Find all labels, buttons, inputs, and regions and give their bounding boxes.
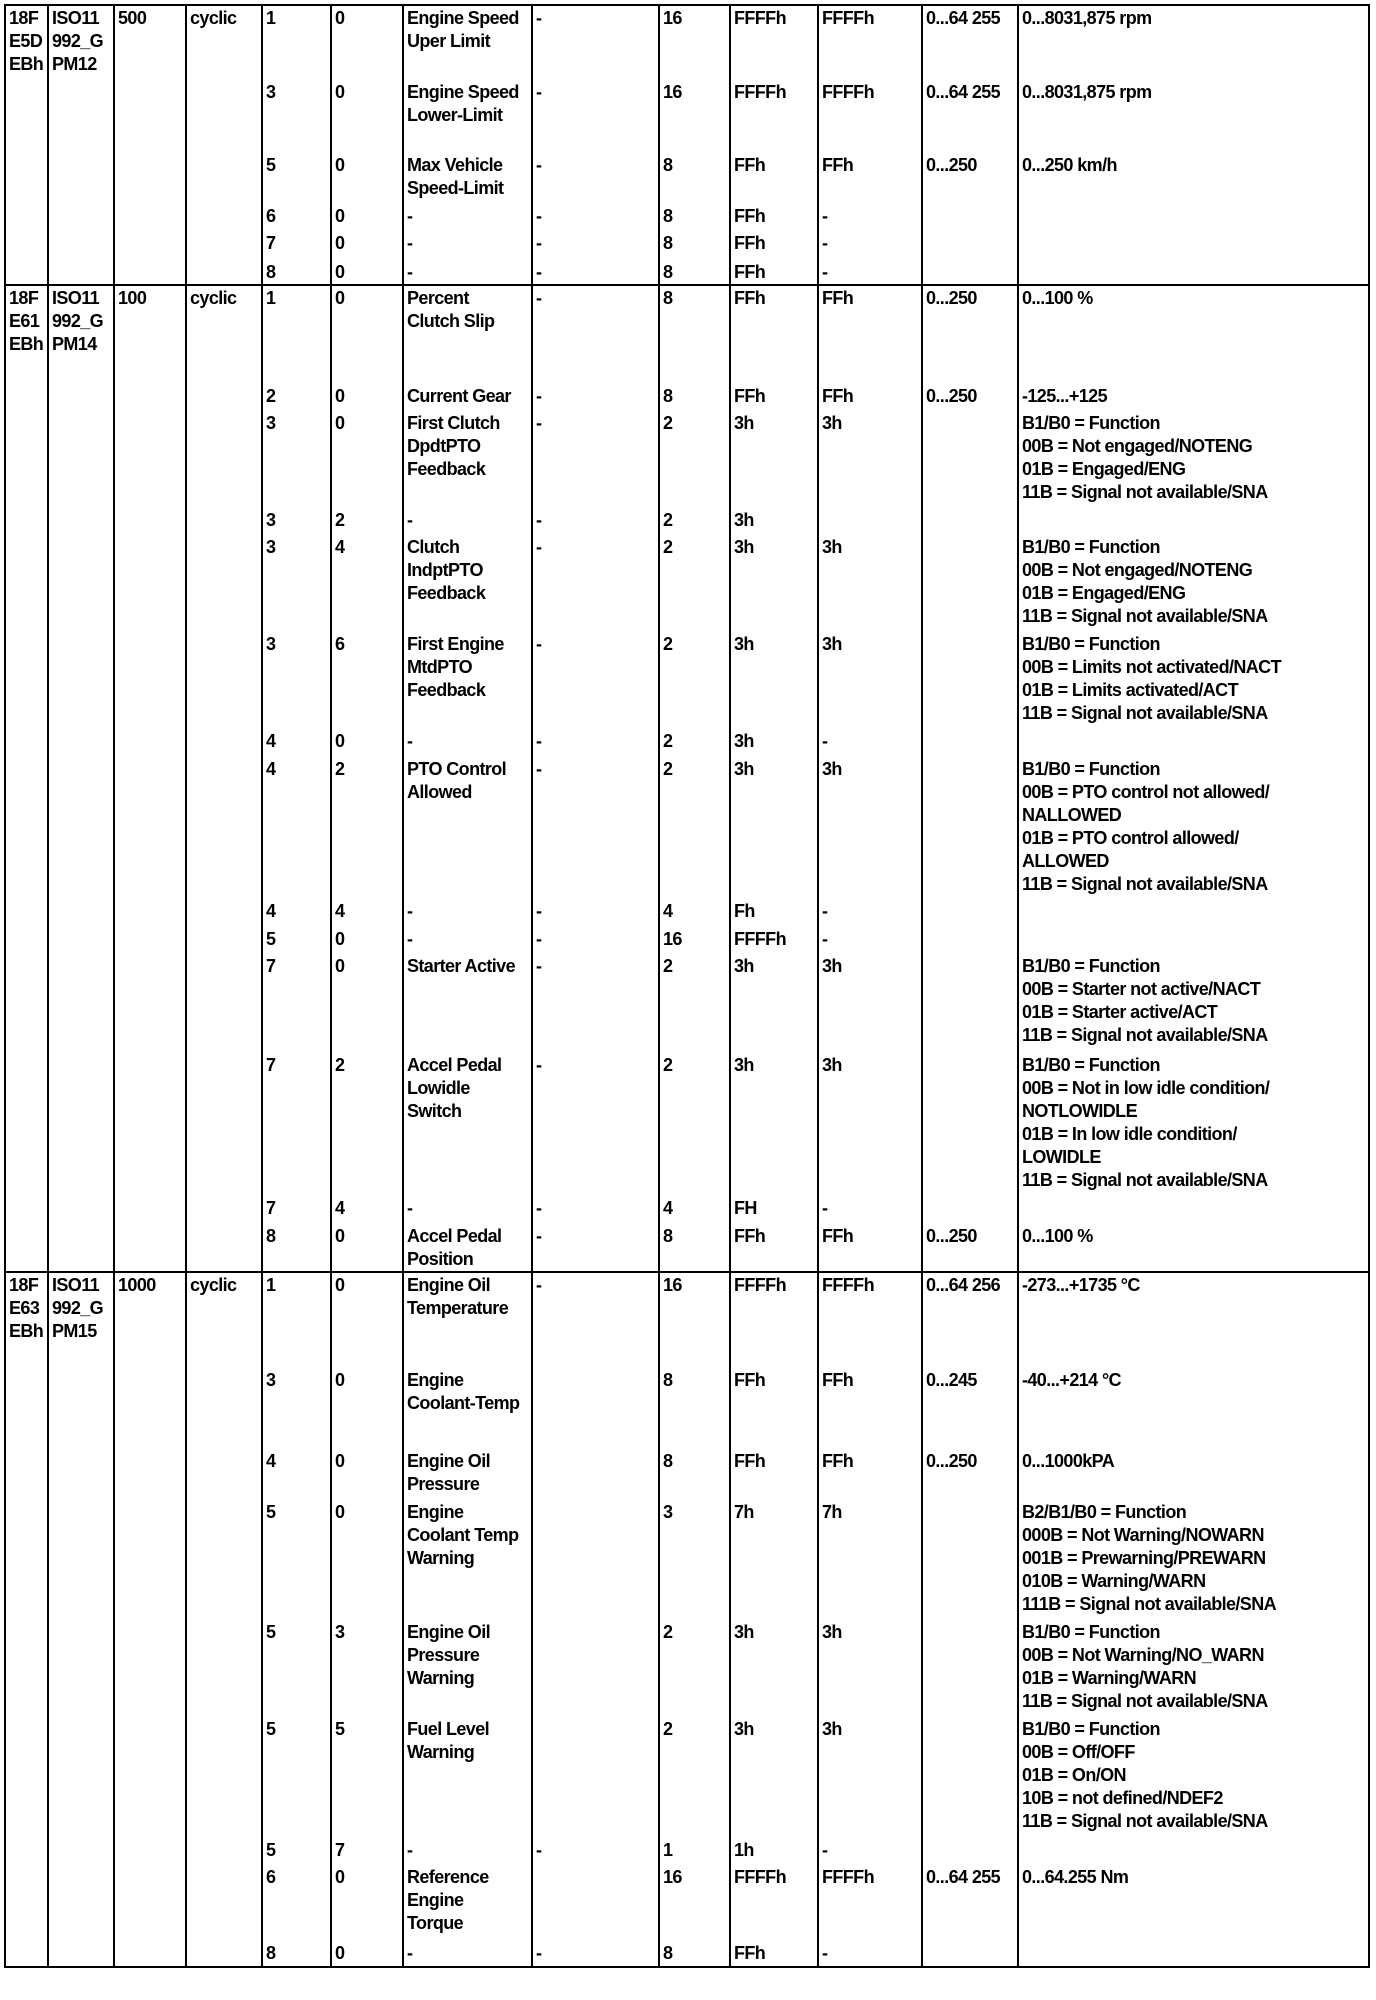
signal-length-cell: 8 xyxy=(659,285,730,384)
init-value-cell: 1h xyxy=(730,1838,818,1865)
raw-range-cell: 0...245 xyxy=(922,1368,1018,1449)
start-byte-cell: 5 xyxy=(262,1500,331,1620)
raw-range-cell xyxy=(922,899,1018,927)
raw-range-cell xyxy=(922,1620,1018,1717)
physical-range-cell: 0...1000kPA xyxy=(1018,1449,1369,1500)
signal-unit-cell: - xyxy=(532,260,659,285)
physical-range-cell: B1/B0 = Function 00B = Not Warning/NO_WARN 01B = Warning/WARN 11B = Signal not available/SNA xyxy=(1018,1620,1369,1717)
physical-range-cell: B1/B0 = Function 00B = Starter not active/NACT 01B = Starter active/ACT 11B = Signal not available/SNA xyxy=(1018,954,1369,1053)
start-bit-cell: 0 xyxy=(331,1368,403,1449)
start-bit-cell: 4 xyxy=(331,535,403,632)
raw-range-cell: 0...64 255 xyxy=(922,1865,1018,1941)
raw-range-cell xyxy=(922,231,1018,260)
cycle-time-cell: 500 xyxy=(114,5,186,285)
physical-range-cell: B1/B0 = Function 00B = Not in low idle condition/ NOTLOWIDLE 01B = In low idle condition/ LOWIDLE 11B = Signal not available/SNA xyxy=(1018,1053,1369,1196)
start-byte-cell: 7 xyxy=(262,954,331,1053)
signal-unit-cell: - xyxy=(532,757,659,899)
signal-unit-cell: - xyxy=(532,1224,659,1272)
signal-length-cell: 2 xyxy=(659,1717,730,1838)
invalid-value-cell: FFh xyxy=(818,1224,922,1272)
physical-range-cell xyxy=(1018,927,1369,954)
invalid-value-cell: - xyxy=(818,260,922,285)
start-bit-cell: 0 xyxy=(331,1865,403,1941)
physical-range-cell: B1/B0 = Function 00B = Not engaged/NOTENG 01B = Engaged/ENG 11B = Signal not available/SNA xyxy=(1018,535,1369,632)
signal-name-cell: - xyxy=(403,729,532,757)
init-value-cell: FH xyxy=(730,1196,818,1224)
start-byte-cell: 3 xyxy=(262,411,331,508)
signal-unit-cell xyxy=(532,1865,659,1941)
invalid-value-cell: 3h xyxy=(818,954,922,1053)
raw-range-cell: 0...250 xyxy=(922,285,1018,384)
signal-unit-cell: - xyxy=(532,5,659,80)
physical-range-cell: -40...+214 °C xyxy=(1018,1368,1369,1449)
signal-unit-cell: - xyxy=(532,927,659,954)
signal-unit-cell: - xyxy=(532,1838,659,1865)
signal-unit-cell xyxy=(532,1500,659,1620)
signal-length-cell: 8 xyxy=(659,153,730,204)
signal-length-cell: 16 xyxy=(659,5,730,80)
raw-range-cell xyxy=(922,508,1018,535)
signal-length-cell: 16 xyxy=(659,1272,730,1368)
signal-length-cell: 4 xyxy=(659,899,730,927)
init-value-cell: 3h xyxy=(730,535,818,632)
signal-unit-cell: - xyxy=(532,384,659,411)
signal-length-cell: 2 xyxy=(659,1620,730,1717)
start-byte-cell: 8 xyxy=(262,1224,331,1272)
start-byte-cell: 7 xyxy=(262,1053,331,1196)
can-signal-table xyxy=(4,4,1370,1968)
start-byte-cell: 8 xyxy=(262,260,331,285)
physical-range-cell xyxy=(1018,204,1369,231)
start-bit-cell: 0 xyxy=(331,927,403,954)
signal-name-cell: Current Gear xyxy=(403,384,532,411)
invalid-value-cell: FFFFh xyxy=(818,1865,922,1941)
physical-range-cell: B1/B0 = Function 00B = PTO control not allowed/ NALLOWED 01B = PTO control allowed/ ALLOWED 11B = Signal not available/SNA xyxy=(1018,757,1369,899)
physical-range-cell: 0...100 % xyxy=(1018,1224,1369,1272)
physical-range-cell: 0...64.255 Nm xyxy=(1018,1865,1369,1941)
signal-name-cell: - xyxy=(403,927,532,954)
invalid-value-cell: - xyxy=(818,1838,922,1865)
invalid-value-cell: FFh xyxy=(818,285,922,384)
start-byte-cell: 3 xyxy=(262,1368,331,1449)
signal-name-cell: - xyxy=(403,231,532,260)
signal-unit-cell: - xyxy=(532,153,659,204)
start-bit-cell: 4 xyxy=(331,899,403,927)
signal-name-cell: Accel Pedal Lowidle Switch xyxy=(403,1053,532,1196)
signal-length-cell: 2 xyxy=(659,632,730,729)
init-value-cell: FFh xyxy=(730,1368,818,1449)
signal-name-cell: - xyxy=(403,1196,532,1224)
signal-length-cell: 8 xyxy=(659,204,730,231)
start-bit-cell: 4 xyxy=(331,1196,403,1224)
signal-length-cell: 2 xyxy=(659,954,730,1053)
signal-length-cell: 3 xyxy=(659,1500,730,1620)
start-bit-cell: 0 xyxy=(331,1272,403,1368)
start-byte-cell: 3 xyxy=(262,80,331,153)
signal-length-cell: 2 xyxy=(659,729,730,757)
signal-row xyxy=(5,5,1369,80)
physical-range-cell xyxy=(1018,1196,1369,1224)
signal-unit-cell: - xyxy=(532,80,659,153)
init-value-cell: 7h xyxy=(730,1500,818,1620)
raw-range-cell xyxy=(922,411,1018,508)
signal-length-cell: 8 xyxy=(659,1368,730,1449)
start-bit-cell: 5 xyxy=(331,1717,403,1838)
start-byte-cell: 5 xyxy=(262,927,331,954)
start-byte-cell: 4 xyxy=(262,757,331,899)
signal-name-cell: - xyxy=(403,1941,532,1967)
physical-range-cell: B1/B0 = Function 00B = Not engaged/NOTENG 01B = Engaged/ENG 11B = Signal not available/SNA xyxy=(1018,411,1369,508)
raw-range-cell xyxy=(922,757,1018,899)
signal-unit-cell: - xyxy=(532,508,659,535)
signal-name-cell: - xyxy=(403,260,532,285)
start-byte-cell: 1 xyxy=(262,285,331,384)
transmission-type-cell: cyclic xyxy=(186,1272,262,1967)
raw-range-cell: 0...250 xyxy=(922,1224,1018,1272)
signal-unit-cell: - xyxy=(532,204,659,231)
init-value-cell: FFh xyxy=(730,1941,818,1967)
invalid-value-cell: 3h xyxy=(818,632,922,729)
physical-range-cell: -125...+125 xyxy=(1018,384,1369,411)
invalid-value-cell: 3h xyxy=(818,411,922,508)
message-id-cell: 18F E63 EBh xyxy=(5,1272,48,1967)
init-value-cell: FFh xyxy=(730,204,818,231)
invalid-value-cell: 3h xyxy=(818,757,922,899)
message-id-cell: 18F E61 EBh xyxy=(5,285,48,1272)
signal-name-cell: Percent Clutch Slip xyxy=(403,285,532,384)
signal-length-cell: 2 xyxy=(659,757,730,899)
raw-range-cell: 0...64 256 xyxy=(922,1272,1018,1368)
raw-range-cell xyxy=(922,1500,1018,1620)
signal-length-cell: 2 xyxy=(659,1053,730,1196)
signal-unit-cell xyxy=(532,1449,659,1500)
physical-range-cell: 0...250 km/h xyxy=(1018,153,1369,204)
start-byte-cell: 5 xyxy=(262,1620,331,1717)
start-bit-cell: 0 xyxy=(331,411,403,508)
signal-name-cell: Engine Coolant-Temp xyxy=(403,1368,532,1449)
physical-range-cell xyxy=(1018,260,1369,285)
signal-length-cell: 4 xyxy=(659,1196,730,1224)
physical-range-cell xyxy=(1018,1941,1369,1967)
start-bit-cell: 0 xyxy=(331,153,403,204)
start-bit-cell: 0 xyxy=(331,1941,403,1967)
init-value-cell: Fh xyxy=(730,899,818,927)
start-byte-cell: 3 xyxy=(262,508,331,535)
raw-range-cell: 0...250 xyxy=(922,153,1018,204)
signal-length-cell: 1 xyxy=(659,1838,730,1865)
init-value-cell: FFFFh xyxy=(730,1272,818,1368)
start-byte-cell: 8 xyxy=(262,1941,331,1967)
signal-name-cell: Fuel Level Warning xyxy=(403,1717,532,1838)
message-pgn-cell: ISO11 992_G PM14 xyxy=(48,285,114,1272)
init-value-cell: FFh xyxy=(730,1224,818,1272)
signal-length-cell: 16 xyxy=(659,927,730,954)
signal-unit-cell: - xyxy=(532,1196,659,1224)
start-byte-cell: 7 xyxy=(262,1196,331,1224)
start-bit-cell: 0 xyxy=(331,1449,403,1500)
raw-range-cell: 0...250 xyxy=(922,384,1018,411)
transmission-type-cell: cyclic xyxy=(186,5,262,285)
start-byte-cell: 1 xyxy=(262,5,331,80)
invalid-value-cell: - xyxy=(818,231,922,260)
signal-name-cell: First Clutch DpdtPTO Feedback xyxy=(403,411,532,508)
raw-range-cell xyxy=(922,1838,1018,1865)
signal-length-cell: 8 xyxy=(659,1449,730,1500)
invalid-value-cell: FFh xyxy=(818,384,922,411)
start-bit-cell: 0 xyxy=(331,285,403,384)
signal-name-cell: - xyxy=(403,1838,532,1865)
signal-unit-cell: - xyxy=(532,1053,659,1196)
start-bit-cell: 0 xyxy=(331,729,403,757)
init-value-cell: 3h xyxy=(730,757,818,899)
invalid-value-cell: 3h xyxy=(818,1053,922,1196)
transmission-type-cell: cyclic xyxy=(186,285,262,1272)
signal-length-cell: 2 xyxy=(659,508,730,535)
start-byte-cell: 3 xyxy=(262,632,331,729)
init-value-cell: FFh xyxy=(730,260,818,285)
signal-name-cell: PTO Control Allowed xyxy=(403,757,532,899)
signal-name-cell: Reference Engine Torque xyxy=(403,1865,532,1941)
start-bit-cell: 7 xyxy=(331,1838,403,1865)
signal-unit-cell: - xyxy=(532,231,659,260)
invalid-value-cell: FFFFh xyxy=(818,1272,922,1368)
start-byte-cell: 4 xyxy=(262,729,331,757)
init-value-cell: 3h xyxy=(730,411,818,508)
init-value-cell: FFh xyxy=(730,384,818,411)
message-pgn-cell: ISO11 992_G PM12 xyxy=(48,5,114,285)
raw-range-cell xyxy=(922,204,1018,231)
init-value-cell: 3h xyxy=(730,508,818,535)
start-byte-cell: 5 xyxy=(262,153,331,204)
invalid-value-cell: FFh xyxy=(818,1368,922,1449)
physical-range-cell xyxy=(1018,1838,1369,1865)
init-value-cell: FFh xyxy=(730,153,818,204)
signal-name-cell: Max Vehicle Speed-Limit xyxy=(403,153,532,204)
raw-range-cell: 0...64 255 xyxy=(922,5,1018,80)
init-value-cell: 3h xyxy=(730,1053,818,1196)
physical-range-cell: B2/B1/B0 = Function 000B = Not Warning/NOWARN 001B = Prewarning/PREWARN 010B = Warning/WARN 111B = Signal not available/SNA xyxy=(1018,1500,1369,1620)
start-bit-cell: 0 xyxy=(331,384,403,411)
invalid-value-cell: - xyxy=(818,1196,922,1224)
message-id-cell: 18F E5D EBh xyxy=(5,5,48,285)
raw-range-cell xyxy=(922,260,1018,285)
raw-range-cell xyxy=(922,632,1018,729)
start-bit-cell: 2 xyxy=(331,757,403,899)
invalid-value-cell: - xyxy=(818,204,922,231)
invalid-value-cell: - xyxy=(818,899,922,927)
start-byte-cell: 3 xyxy=(262,535,331,632)
raw-range-cell xyxy=(922,954,1018,1053)
signal-name-cell: Accel Pedal Position xyxy=(403,1224,532,1272)
signal-row xyxy=(5,285,1369,384)
raw-range-cell xyxy=(922,1196,1018,1224)
signal-unit-cell xyxy=(532,1717,659,1838)
signal-name-cell: First Engine MtdPTO Feedback xyxy=(403,632,532,729)
start-bit-cell: 0 xyxy=(331,260,403,285)
signal-unit-cell: - xyxy=(532,632,659,729)
invalid-value-cell: 3h xyxy=(818,1620,922,1717)
signal-length-cell: 8 xyxy=(659,231,730,260)
init-value-cell: FFFFh xyxy=(730,80,818,153)
invalid-value-cell xyxy=(818,508,922,535)
invalid-value-cell: 7h xyxy=(818,1500,922,1620)
start-byte-cell: 5 xyxy=(262,1838,331,1865)
signal-length-cell: 16 xyxy=(659,1865,730,1941)
invalid-value-cell: 3h xyxy=(818,1717,922,1838)
signal-name-cell: Clutch IndptPTO Feedback xyxy=(403,535,532,632)
signal-unit-cell: - xyxy=(532,411,659,508)
init-value-cell: FFh xyxy=(730,1449,818,1500)
physical-range-cell xyxy=(1018,899,1369,927)
signal-unit-cell: - xyxy=(532,1941,659,1967)
signal-name-cell: Starter Active xyxy=(403,954,532,1053)
start-byte-cell: 5 xyxy=(262,1717,331,1838)
physical-range-cell xyxy=(1018,729,1369,757)
invalid-value-cell: FFh xyxy=(818,1449,922,1500)
signal-length-cell: 8 xyxy=(659,1224,730,1272)
signal-name-cell: Engine Oil Pressure Warning xyxy=(403,1620,532,1717)
signal-unit-cell: - xyxy=(532,954,659,1053)
init-value-cell: 3h xyxy=(730,954,818,1053)
signal-unit-cell: - xyxy=(532,535,659,632)
physical-range-cell: -273...+1735 °C xyxy=(1018,1272,1369,1368)
signal-unit-cell: - xyxy=(532,1272,659,1368)
start-byte-cell: 2 xyxy=(262,384,331,411)
invalid-value-cell: - xyxy=(818,1941,922,1967)
start-byte-cell: 4 xyxy=(262,1449,331,1500)
message-pgn-cell: ISO11 992_G PM15 xyxy=(48,1272,114,1967)
physical-range-cell: 0...8031,875 rpm xyxy=(1018,80,1369,153)
start-bit-cell: 3 xyxy=(331,1620,403,1717)
raw-range-cell xyxy=(922,927,1018,954)
init-value-cell: 3h xyxy=(730,1620,818,1717)
invalid-value-cell: FFFFh xyxy=(818,5,922,80)
signal-unit-cell: - xyxy=(532,285,659,384)
signal-unit-cell: - xyxy=(532,899,659,927)
invalid-value-cell: FFh xyxy=(818,153,922,204)
signal-length-cell: 2 xyxy=(659,535,730,632)
start-bit-cell: 0 xyxy=(331,1500,403,1620)
signal-name-cell: Engine Speed Uper Limit xyxy=(403,5,532,80)
signal-length-cell: 8 xyxy=(659,1941,730,1967)
init-value-cell: FFFFh xyxy=(730,1865,818,1941)
signal-name-cell: - xyxy=(403,508,532,535)
init-value-cell: FFFFh xyxy=(730,927,818,954)
start-bit-cell: 0 xyxy=(331,1224,403,1272)
physical-range-cell: 0...8031,875 rpm xyxy=(1018,5,1369,80)
cycle-time-cell: 100 xyxy=(114,285,186,1272)
init-value-cell: FFh xyxy=(730,231,818,260)
raw-range-cell: 0...64 255 xyxy=(922,80,1018,153)
start-byte-cell: 6 xyxy=(262,1865,331,1941)
cycle-time-cell: 1000 xyxy=(114,1272,186,1967)
start-bit-cell: 2 xyxy=(331,1053,403,1196)
start-bit-cell: 0 xyxy=(331,80,403,153)
start-bit-cell: 0 xyxy=(331,231,403,260)
start-byte-cell: 1 xyxy=(262,1272,331,1368)
physical-range-cell: 0...100 % xyxy=(1018,285,1369,384)
signal-name-cell: Engine Speed Lower-Limit xyxy=(403,80,532,153)
start-bit-cell: 0 xyxy=(331,5,403,80)
physical-range-cell xyxy=(1018,508,1369,535)
invalid-value-cell: - xyxy=(818,729,922,757)
invalid-value-cell: - xyxy=(818,927,922,954)
signal-name-cell: Engine Coolant Temp Warning xyxy=(403,1500,532,1620)
start-byte-cell: 6 xyxy=(262,204,331,231)
init-value-cell: FFh xyxy=(730,285,818,384)
init-value-cell: 3h xyxy=(730,729,818,757)
init-value-cell: FFFFh xyxy=(730,5,818,80)
physical-range-cell: B1/B0 = Function 00B = Limits not activated/NACT 01B = Limits activated/ACT 11B = Signal not available/SNA xyxy=(1018,632,1369,729)
init-value-cell: 3h xyxy=(730,1717,818,1838)
raw-range-cell xyxy=(922,729,1018,757)
signal-length-cell: 8 xyxy=(659,384,730,411)
invalid-value-cell: 3h xyxy=(818,535,922,632)
signal-name-cell: - xyxy=(403,899,532,927)
signal-length-cell: 8 xyxy=(659,260,730,285)
raw-range-cell xyxy=(922,535,1018,632)
physical-range-cell xyxy=(1018,231,1369,260)
init-value-cell: 3h xyxy=(730,632,818,729)
signal-length-cell: 2 xyxy=(659,411,730,508)
start-byte-cell: 4 xyxy=(262,899,331,927)
signal-unit-cell: - xyxy=(532,729,659,757)
start-byte-cell: 7 xyxy=(262,231,331,260)
invalid-value-cell: FFFFh xyxy=(818,80,922,153)
raw-range-cell xyxy=(922,1941,1018,1967)
signal-unit-cell xyxy=(532,1368,659,1449)
signal-name-cell: - xyxy=(403,204,532,231)
start-bit-cell: 6 xyxy=(331,632,403,729)
physical-range-cell: B1/B0 = Function 00B = Off/OFF 01B = On/ON 10B = not defined/NDEF2 11B = Signal not available/SNA xyxy=(1018,1717,1369,1838)
raw-range-cell xyxy=(922,1717,1018,1838)
signal-name-cell: Engine Oil Pressure xyxy=(403,1449,532,1500)
start-bit-cell: 0 xyxy=(331,954,403,1053)
raw-range-cell xyxy=(922,1053,1018,1196)
raw-range-cell: 0...250 xyxy=(922,1449,1018,1500)
start-bit-cell: 2 xyxy=(331,508,403,535)
signal-name-cell: Engine Oil Temperature xyxy=(403,1272,532,1368)
signal-row xyxy=(5,1272,1369,1368)
signal-length-cell: 16 xyxy=(659,80,730,153)
start-bit-cell: 0 xyxy=(331,204,403,231)
signal-unit-cell xyxy=(532,1620,659,1717)
